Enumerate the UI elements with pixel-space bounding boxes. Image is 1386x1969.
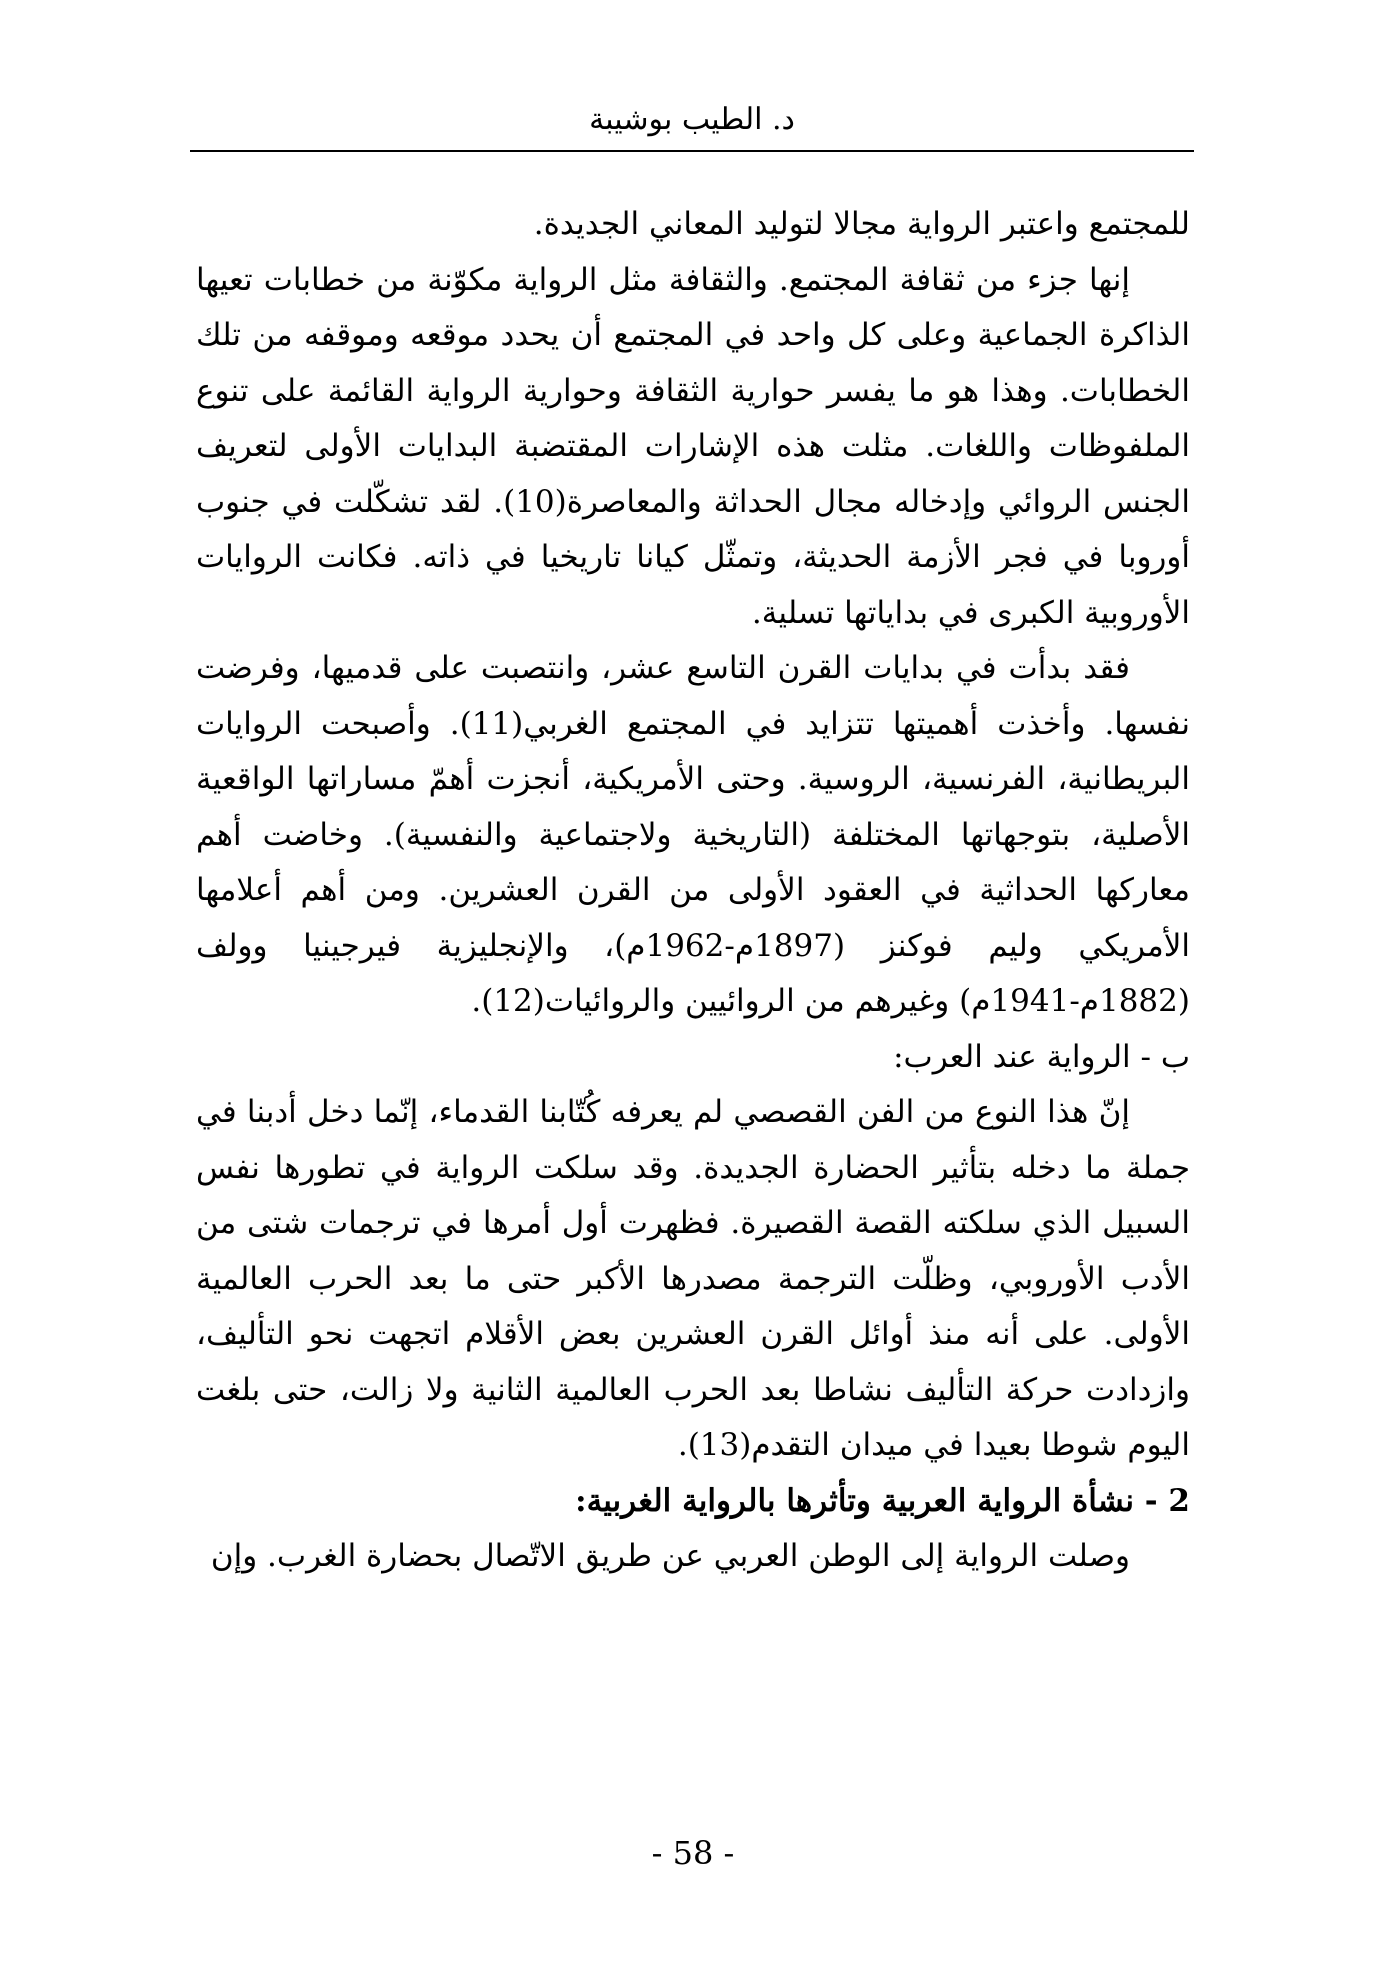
page-number: - 58 - xyxy=(651,1834,735,1872)
paragraph: إنّ هذا النوع من الفن القصصي لم يعرفه كُتّابنا القدماء، إنّما دخل أدبنا في جملة ما دخله بتأثير الحضارة الجديدة. وقد سلكت الرواية في تطورها نفس السبيل الذي سلكته القصة القصيرة. فظهرت أول أمرها في ترجمات شتى من الأدب الأوروبي، وظلّت الترجمة مصدرها الأكبر حتى ما بعد الحرب العالمية الأولى. على أنه منذ أوائل القرن العشرين بعض الأقلام اتجهت نحو التأليف، وازدادت حركة التأليف نشاطا بعد الحرب العالمية الثانية ولا زالت، حتى بلغت اليوم شوطا بعيدا في ميدان التقدم(13). xyxy=(196,1094,1190,1463)
paragraph-continuation: للمجتمع واعتبر الرواية مجالا لتوليد المعاني الجديدة. xyxy=(533,206,1190,242)
running-header-author: د. الطيب بوشيبة xyxy=(589,102,795,137)
paragraph: فقد بدأت في بدايات القرن التاسع عشر، وانتصبت على قدميها، وفرضت نفسها. وأخذت أهميتها تتزايد في المجتمع الغربي(11). وأصبحت الروايات البريطانية، الفرنسية، الروسية. وحتى الأمريكية، أنجزت أهمّ مساراتها الواقعية الأصلية، بتوجهاتها المختلفة (التاريخية ولاجتماعية والنفسية). وخاضت أهم معاركها الحداثية في العقود الأولى من القرن العشرين. ومن أهم أعلامها الأمريكي وليم فوكنز (1897م-1962م)، والإنجليزية فيرجينيا وولف (1882م-1941م) وغيرهم من الروائيين والروائيات(12). xyxy=(196,650,1190,1019)
paragraph: إنها جزء من ثقافة المجتمع. والثقافة مثل الرواية مكوّنة من خطابات تعيها الذاكرة الجماعية وعلى كل واحد في المجتمع أن يحدد موقعه وموقفه من تلك الخطابات. وهذا هو ما يفسر حوارية الثقافة وحوارية الرواية القائمة على تنوع الملفوظات واللغات. مثلت هذه الإشارات المقتضبة البدايات الأولى لتعريف الجنس الروائي وإدخاله مجال الحداثة والمعاصرة(10). لقد تشكّلت في جنوب أوروبا في فجر الأزمة الحديثة، وتمثّل كيانا تاريخيا في ذاته. فكانت الروايات الأوروبية الكبرى في بداياتها تسلية. xyxy=(196,261,1190,631)
paragraph: وصلت الرواية إلى الوطن العربي عن طريق الاتّصال بحضارة الغرب. وإن xyxy=(210,1538,1130,1574)
subsection-heading: ب - الرواية عند العرب: xyxy=(893,1038,1190,1075)
section-heading: 2 - نشأة الرواية العربية وتأثرها بالرواية الغربية: xyxy=(575,1482,1190,1519)
header-divider xyxy=(190,150,1194,152)
body-text xyxy=(196,197,1190,1585)
